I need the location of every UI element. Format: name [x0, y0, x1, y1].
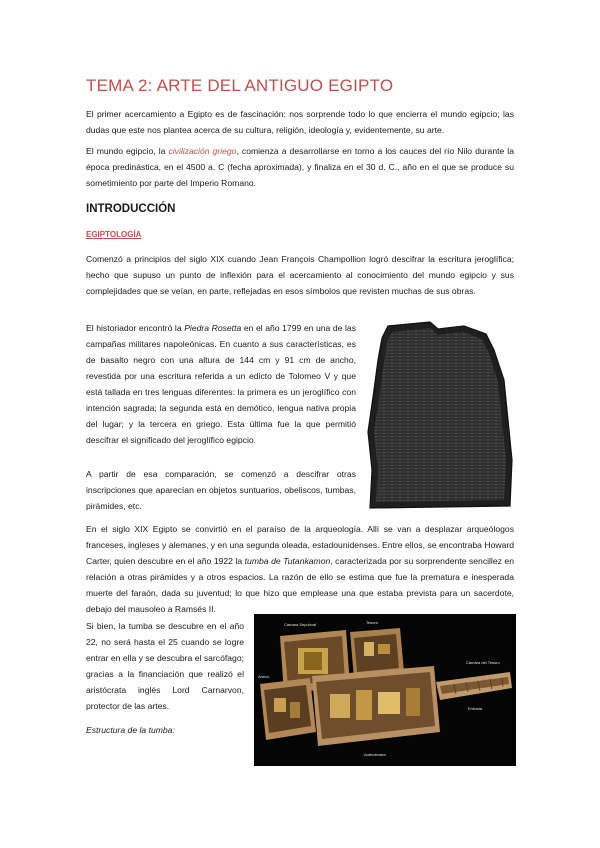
- intro-paragraph-2: [86, 143, 514, 191]
- tomb-caption: Estructura de la tumba:: [86, 725, 175, 735]
- subsection-heading-egiptologia: EGIPTOLOGÍA: [86, 230, 142, 239]
- label-entrada: Entrada: [468, 706, 483, 711]
- label-camara-tesoro: Cámara del Tesoro: [466, 660, 500, 665]
- comparison-paragraph: A partir de esa comparación, se comenzó a descifrar otras inscripciones que aparecían en objetos suntuarios, obeliscos, tumbas, pirámides, etc.: [86, 469, 356, 511]
- tumba-tutankamon-highlight: tumba de Tutankamon: [244, 556, 331, 566]
- tomb-structure-image: [254, 614, 516, 766]
- xix-before: En el siglo XIX Egipto se convirtió en el paraíso de la arqueología. Allí se van a desplazar arqueólogos franceses, ingleses y alemanes, y en una segunda oleada, estadounidenses. Entre ellos, se encontraba Howard Carter, quien descubre en el año 1922 la: [86, 524, 514, 566]
- xix-paragraph: [86, 521, 514, 617]
- rosetta-paragraph: [86, 320, 356, 448]
- label-tesoro: Tesoro: [366, 620, 379, 625]
- civilizacion-highlight: civilización griego: [168, 146, 237, 156]
- intro-paragraph-1: El primer acercamiento a Egipto es de fascinación: nos sorprende todo lo que encierra el mundo egipcio; las dudas que este nos plantea acerca de su cultura, religión, ideología y, evidentemente, su arte.: [86, 109, 514, 135]
- label-anexo: Anexo: [258, 674, 270, 679]
- tomb-paragraph: Si bien, la tumba se descubre en el año 22, no será hasta el 25 cuando se logre entrar en ella y se descubra el sarcófago; gracias a la financiación que realizó el aristócrata inglés Lord Carnarvon, protector de las artes.: [86, 621, 244, 711]
- label-camara-sepulcral: Cámara Sepulcral: [284, 622, 317, 627]
- section-heading-introduccion: INTRODUCCIÓN: [86, 203, 176, 215]
- rosetta-after: en el año 1799 en una de las campañas militares napoleónicas. En cuanto a sus características, es de basalto negro con una altura de 144 cm y 91 cm de ancho, revestida por una escritura referida a un edicto de Tolomeo V y que está tallada en tres lenguas diferentes: la primera es un jeroglífico con intención sagrada; la segunda está en demótico, lengua nativa propia del lugar; y la tercera en griego. Esta última fue la que permitió descifrar el significado del jeroglífico egipcio.: [86, 323, 356, 445]
- piedra-rosetta-highlight: Piedra Rosetta: [184, 323, 242, 333]
- egiptologia-paragraph: Comenzó a principios del siglo XIX cuando Jean François Champollion logró descifrar la escritura jeroglífica; hecho que supuso un punto de inflexión para el acercamiento al conocimiento del mundo egipcio y sus complejidades que se veían, en parte, reflejadas en esos símbolos que revisten muchas de sus obras.: [86, 254, 514, 296]
- rosetta-stone-image: [366, 320, 516, 510]
- intro-paragraph-2-before: El mundo egipcio, la: [86, 146, 169, 156]
- xix-after: , caracterizada por su sorprendente sencillez en relación a otras pirámides y a otros espacios. La razón de ello se estima que fue la prematura e inesperada muerte del faraón, dada su juventud; lo que hizo que emplease una que estaba prevista para un sacerdote, debajo del mausoleo a Ramsés II.: [86, 556, 514, 614]
- rosetta-before: El historiador encontró la: [86, 323, 185, 333]
- page-title: TEMA 2: ARTE DEL ANTIGUO EGIPTO: [86, 76, 394, 95]
- intro-paragraph-2-after: , comienza a desarrollarse en torno a los cauces del río Nilo durante la época predinástica, en el 4500 a. C (fecha aproximada), y finaliza en el 30 d. C., año en el que se produce su sometimiento por parte del Imperio Romano.: [86, 146, 514, 188]
- label-antecamara: Antecámara: [364, 752, 386, 757]
